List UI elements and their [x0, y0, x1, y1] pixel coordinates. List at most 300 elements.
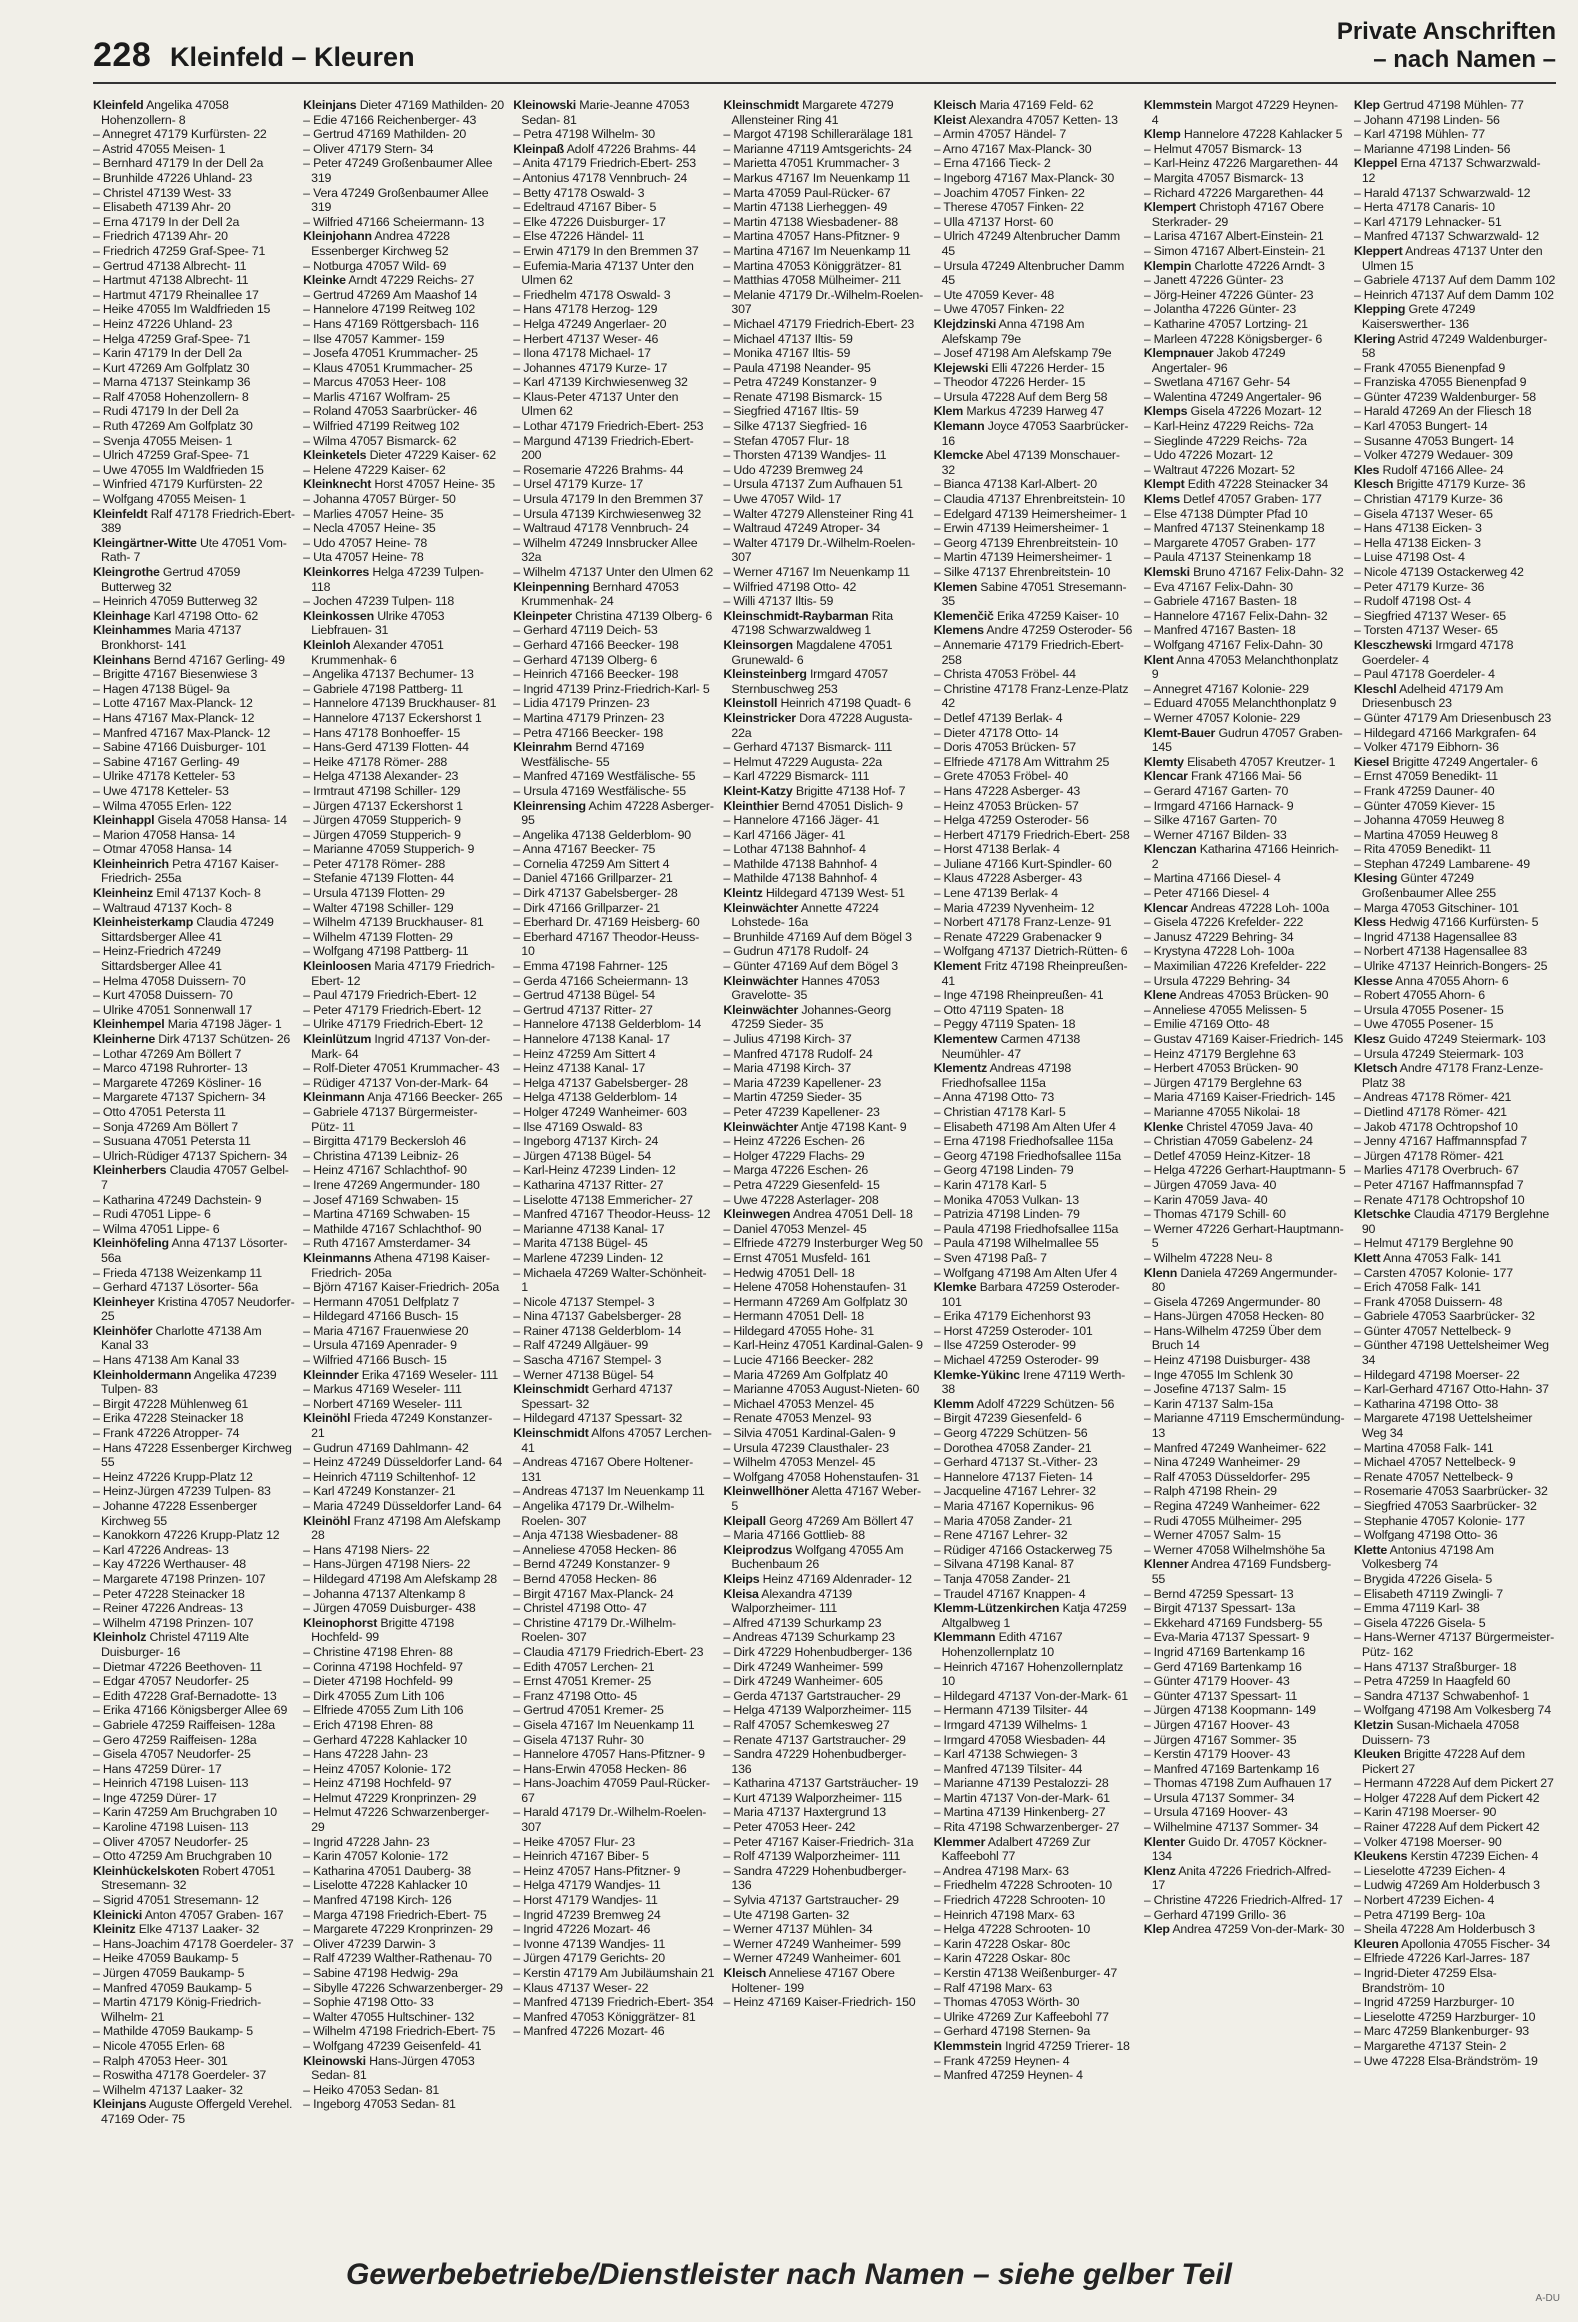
entry-details: – Jürgen 47059 Baukamp- 5	[93, 1966, 245, 1980]
directory-entry	[93, 1660, 295, 1675]
entry-details: – Karin 47179 In der Dell 2a	[93, 346, 242, 361]
directory-entry	[513, 302, 715, 317]
directory-entry	[1144, 1411, 1346, 1440]
directory-entry	[93, 915, 295, 944]
directory-entry	[1144, 1864, 1346, 1893]
entry-details: – Peter 47249 Großenbaumer Allee 319	[303, 156, 493, 185]
entry-details: – Uwe 47178 Ketteler- 53	[93, 783, 229, 798]
directory-entry	[934, 755, 1136, 770]
directory-entry	[1144, 594, 1346, 609]
entry-details: – Dietlind 47178 Römer- 421	[1353, 1104, 1507, 1119]
entry-details: Adolf 47226 Brahms- 44	[566, 141, 696, 156]
entry-details: – Ingeborg 47053 Sedan- 81	[303, 2097, 456, 2112]
entry-surname: Kleinjans	[93, 2097, 147, 2112]
directory-entry	[1144, 1076, 1346, 1091]
directory-entry	[93, 171, 295, 186]
entry-details: – Ralf 47053 Düsseldorfer- 295	[1143, 1469, 1310, 1484]
directory-entry	[1144, 886, 1346, 901]
entry-details: – Heike 47178 Römer- 288	[303, 754, 448, 769]
entry-details: – Friedhelm 47228 Schrooten- 10	[933, 1878, 1112, 1893]
entry-details: – Gisela 47226 Krefelder- 222	[1143, 915, 1304, 930]
entry-details: – Jürgen 47138 Bügel- 54	[513, 1148, 652, 1163]
entry-details: – Daniel 47166 Grillparzer- 21	[513, 871, 673, 886]
directory-entry	[1354, 1689, 1556, 1704]
directory-entry	[934, 1981, 1136, 1996]
entry-details: – Andreas 47167 Obere Holtener- 131	[513, 1455, 694, 1484]
entry-details: – Manfred 47137 Steinenkamp 18	[1143, 521, 1325, 536]
directory-entry	[513, 915, 715, 930]
directory-entry	[723, 1266, 925, 1281]
directory-entry	[513, 1236, 715, 1251]
name-range-heading: Kleinfeld – Kleuren	[170, 42, 415, 72]
directory-entry	[303, 1032, 505, 1061]
directory-entry	[513, 1572, 715, 1587]
directory-entry	[934, 390, 1136, 405]
directory-entry	[303, 2083, 505, 2098]
entry-details: – Michael 47053 Menzel- 45	[723, 1396, 874, 1411]
entry-details: – Sven 47198 Paß- 7	[933, 1250, 1047, 1265]
directory-entry	[93, 1470, 295, 1485]
directory-entry	[1144, 828, 1346, 843]
directory-entry	[1144, 244, 1346, 259]
entry-details: – Björn 47167 Kaiser-Friedrich- 205a	[303, 1280, 500, 1295]
directory-entry	[723, 361, 925, 376]
directory-entry	[723, 1645, 925, 1660]
entry-details: – Brunhilde 47169 Auf dem Bögel 3	[723, 929, 912, 944]
directory-entry	[1144, 1090, 1346, 1105]
entry-details: – Heinz 47249 Düsseldorfer Land- 64	[303, 1455, 503, 1470]
directory-entry	[513, 1207, 715, 1222]
entry-surname: Kleinkorres	[303, 565, 370, 579]
entry-details: – Hildegard 47137 Spessart- 32	[513, 1411, 683, 1426]
entry-details: – Hildegard 47198 Moerser- 22	[1353, 1367, 1520, 1382]
directory-entry	[303, 594, 505, 609]
entry-details: – Jolantha 47226 Günter- 23	[1143, 302, 1297, 317]
entry-details: – Christina 47139 Leibniz- 26	[303, 1148, 459, 1163]
entry-details: – Gertrud 47051 Kremer- 25	[513, 1703, 664, 1718]
directory-entry	[1144, 1134, 1346, 1149]
entry-details: – Erwin 47139 Heimersheimer- 1	[933, 521, 1109, 536]
directory-entry	[93, 419, 295, 434]
entry-surname: Klemm-Lützenkirchen	[933, 1601, 1060, 1616]
entry-details: – Nina 47137 Gabelsberger- 28	[513, 1309, 682, 1324]
entry-details: – Udo 47057 Heine- 78	[303, 535, 428, 550]
directory-entry	[93, 1207, 295, 1222]
entry-details: – Andrea 47198 Marx- 63	[933, 1863, 1069, 1878]
directory-entry	[723, 667, 925, 696]
directory-entry	[934, 1689, 1136, 1704]
directory-entry	[1354, 682, 1556, 711]
directory-entry	[1144, 799, 1346, 814]
directory-entry	[303, 711, 505, 726]
entry-details: – Christine 47226 Friedrich-Alfred- 17	[1143, 1893, 1343, 1908]
directory-entry	[934, 477, 1136, 492]
directory-entry	[1354, 2024, 1556, 2039]
entry-details: – Rüdiger 47166 Ostackerweg 75	[933, 1542, 1113, 1557]
entry-details: Irmgard 47057 Sternbuschweg 253	[731, 667, 888, 696]
entry-details: – Johanne 47228 Essenberger Kirchweg 55	[93, 1499, 258, 1528]
directory-entry	[303, 755, 505, 770]
directory-entry	[1354, 1441, 1556, 1456]
directory-entry	[934, 1893, 1136, 1908]
entry-details: Katharina 47166 Heinrich- 2	[1151, 842, 1339, 871]
entry-details: – Margita 47057 Bismarck- 13	[1143, 170, 1304, 185]
entry-details: – Irene 47269 Angermunder- 180	[303, 1177, 480, 1192]
entry-details: – Traudel 47167 Knappen- 4	[933, 1586, 1086, 1601]
entry-details: – Otmar 47058 Hansa- 14	[93, 842, 232, 857]
entry-details: Magdalene 47051 Grunewald- 6	[731, 637, 893, 667]
directory-entry	[934, 1908, 1136, 1923]
directory-entry	[93, 988, 295, 1003]
entry-surname: Kleinwächter	[723, 1002, 799, 1017]
entry-surname: Kleinhückelskoten	[93, 1863, 200, 1878]
entry-details: Karl 47198 Otto- 62	[153, 608, 259, 623]
entry-details: – Helga 47259 Graf-Spee- 71	[93, 331, 251, 346]
directory-entry	[1354, 842, 1556, 857]
entry-surname: Kleinfeld	[93, 98, 144, 112]
directory-entry	[93, 1689, 295, 1704]
directory-entry	[1144, 1820, 1346, 1835]
entry-details: – Birgit 47228 Mühlenweg 61	[93, 1396, 249, 1411]
directory-entry	[1144, 1251, 1346, 1266]
directory-entry	[513, 1645, 715, 1660]
directory-entry	[93, 594, 295, 609]
entry-details: Achim 47228 Asberger- 95	[521, 798, 714, 828]
entry-details: – Günter 47057 Nettelbeck- 9	[1353, 1323, 1511, 1338]
directory-entry	[934, 799, 1136, 814]
directory-entry	[1144, 1266, 1346, 1295]
entry-details: – Otto 47259 Am Bruchgraben 10	[93, 1849, 272, 1864]
entry-details: – Wilfried 47199 Reitweg 102	[303, 419, 460, 434]
entry-details: – Wolfgang 47198 Am Volkesberg 74	[1353, 1703, 1551, 1718]
directory-entry	[723, 1134, 925, 1149]
directory-entry	[1144, 1557, 1346, 1586]
directory-entry	[1144, 609, 1346, 624]
directory-entry	[303, 1849, 505, 1864]
directory-entry	[303, 1908, 505, 1923]
directory-entry	[303, 740, 505, 755]
directory-entry	[93, 1397, 295, 1412]
directory-entry	[934, 1426, 1136, 1441]
entry-details: – Siegfried 47053 Saarbrücker- 32	[1353, 1499, 1537, 1513]
entry-details: – Silvana 47198 Kanal- 87	[933, 1557, 1074, 1572]
directory-entry	[1144, 988, 1346, 1003]
entry-details: – Bernd 47249 Konstanzer- 9	[513, 1557, 670, 1572]
directory-entry	[513, 1762, 715, 1777]
directory-entry	[1354, 1266, 1556, 1281]
entry-details: – Antonius 47178 Vennbruch- 24	[513, 170, 688, 185]
entry-details: Bernd 47169 Westfälische- 55	[521, 740, 645, 769]
entry-details: Angelika 47058 Hohenzollern- 8	[101, 98, 229, 127]
entry-surname: Klempnauer	[1143, 346, 1214, 361]
directory-entry	[303, 1484, 505, 1499]
entry-details: – Hildegard 47055 Hohe- 31	[723, 1323, 874, 1338]
entry-details: – Wilhelm 47137 Laaker- 32	[93, 2082, 243, 2097]
directory-entry	[934, 2054, 1136, 2069]
entry-details: – Rita 47198 Schwarzenberger- 27	[933, 1820, 1120, 1835]
directory-entry	[1354, 857, 1556, 872]
directory-entry	[513, 974, 715, 989]
entry-details: – Eva 47167 Felix-Dahn- 30	[1143, 579, 1293, 594]
directory-entry	[723, 477, 925, 492]
entry-details: – Heinrich 47198 Marx- 63	[933, 1907, 1075, 1922]
directory-entry	[303, 1601, 505, 1616]
directory-entry	[513, 1966, 715, 1981]
entry-details: – Heinrich 47059 Butterweg 32	[93, 594, 258, 609]
entry-details: – Nina 47249 Wanheimer- 29	[1143, 1455, 1300, 1470]
directory-entry	[93, 842, 295, 857]
directory-entry	[93, 857, 295, 886]
entry-details: – Gerda 47166 Scheiermann- 13	[513, 973, 688, 988]
directory-entry	[934, 1776, 1136, 1791]
directory-entry	[1144, 974, 1346, 989]
entry-details: – Thomas 47179 Schill- 60	[1143, 1207, 1286, 1222]
directory-entry	[513, 156, 715, 171]
entry-details: Andrea 47051 Dell- 18	[792, 1207, 913, 1222]
directory-entry	[1354, 1411, 1556, 1440]
entry-details: – Sabine 47166 Duisburger- 101	[93, 740, 267, 755]
entry-details: – Hannelore 47137 Eckershorst 1	[303, 710, 482, 725]
entry-details: – Wolfgang 47198 Pattberg- 11	[303, 944, 469, 959]
entry-surname: Klemmstein	[933, 2038, 1002, 2053]
directory-entry	[723, 1163, 925, 1178]
directory-entry	[934, 711, 1136, 726]
entry-details: – Hedwig 47051 Dell- 18	[723, 1265, 855, 1280]
entry-surname: Klemmann	[933, 1630, 996, 1645]
entry-details: – Wilfried 47166 Busch- 15	[303, 1353, 447, 1368]
directory-entry	[1144, 1397, 1346, 1412]
directory-entry	[93, 1484, 295, 1499]
entry-details: – Marianne 47119 Amtsgerichts- 24	[723, 141, 912, 156]
directory-entry	[1144, 696, 1346, 711]
entry-details: – Kurt 47139 Walporzheimer- 115	[723, 1790, 902, 1805]
directory-entry	[513, 2024, 715, 2039]
directory-entry	[93, 2097, 295, 2126]
entry-surname: Klene	[1143, 988, 1177, 1003]
directory-entry	[93, 1441, 295, 1470]
entry-surname: Kleinmann	[303, 1090, 365, 1105]
entry-details: – Helma 47058 Duissern- 70	[93, 973, 246, 988]
entry-details: – Ruth 47269 Am Golfplatz 30	[93, 419, 253, 434]
directory-entry	[1144, 448, 1346, 463]
directory-entry	[934, 1878, 1136, 1893]
directory-entry	[303, 842, 505, 857]
entry-details: – Volker 47279 Wedauer- 309	[1353, 448, 1513, 463]
entry-details: – Walter 47279 Allensteiner Ring 41	[723, 506, 914, 521]
entry-details: – Marlies 47057 Heine- 35	[303, 506, 444, 521]
directory-entry	[1354, 1455, 1556, 1470]
entry-details: – Gertrud 47138 Albrecht- 11	[93, 258, 247, 273]
directory-entry	[1354, 1587, 1556, 1602]
directory-entry	[513, 1090, 715, 1105]
directory-entry	[1144, 1689, 1346, 1704]
entry-details: – Hannelore 47167 Felix-Dahn- 32	[1143, 608, 1328, 623]
entry-details: – Martina 47053 Königgrätzer- 81	[723, 258, 902, 273]
directory-entry	[723, 419, 925, 434]
entry-details: Rudolf 47166 Allee- 24	[1382, 462, 1504, 477]
directory-entry	[1144, 915, 1346, 930]
entry-details: – Franziska 47055 Bienenpfad 9	[1353, 375, 1527, 390]
directory-entry	[513, 332, 715, 347]
entry-surname: Kleinhage	[93, 608, 151, 623]
directory-entry	[1144, 404, 1346, 419]
entry-details: – Ursula 47249 Altenbrucher Damm 45	[933, 258, 1125, 288]
directory-entry	[934, 871, 1136, 886]
directory-entry	[723, 404, 925, 419]
entry-details: – Manfred 47167 Max-Planck- 12	[93, 725, 271, 740]
entry-details: – Margarete 47198 Uettelsheimer Weg 34	[1353, 1411, 1533, 1441]
entry-details: – Friedrich 47139 Ahr- 20	[93, 229, 228, 244]
entry-details: – Sylvia 47137 Gartstraucher- 29	[723, 1893, 899, 1908]
directory-entry	[513, 828, 715, 843]
entry-details: – Ursula 47137 Sommer- 34	[1143, 1790, 1295, 1805]
directory-entry	[93, 1776, 295, 1791]
directory-entry	[1144, 1645, 1346, 1660]
entry-surname: Kleinwellhöner	[723, 1484, 809, 1499]
directory-entry	[303, 1236, 505, 1251]
directory-entry	[513, 1587, 715, 1602]
entry-details: Gudrun 47057 Graben- 145	[1151, 725, 1343, 755]
entry-details: – Roland 47053 Saarbrücker- 46	[303, 404, 477, 419]
entry-surname: Kleuren	[1353, 1936, 1399, 1951]
directory-entry	[93, 1236, 295, 1265]
entry-details: – Rainer 47228 Auf dem Pickert 42	[1353, 1820, 1540, 1835]
entry-details: Gertrud 47059 Butterweg 32	[101, 565, 241, 594]
directory-entry	[1144, 1922, 1346, 1937]
entry-details: – Uwe 47057 Finken- 22	[933, 302, 1065, 317]
directory-entry	[1144, 229, 1346, 244]
directory-entry	[1354, 1937, 1556, 1952]
entry-details: – Kerstin 47138 Weißenburger- 47	[933, 1966, 1118, 1980]
directory-entry	[303, 769, 505, 784]
directory-entry	[1354, 1149, 1556, 1164]
entry-surname: Klemm	[933, 1396, 974, 1411]
entry-details: – Peter 47167 Haffmannspfad 7	[1353, 1177, 1524, 1192]
entry-surname: Klesing	[1353, 871, 1398, 886]
directory-entry	[934, 1499, 1136, 1514]
directory-entry	[1144, 1149, 1346, 1164]
directory-entry	[303, 1937, 505, 1952]
entry-details: Brigitte 47138 Hof- 7	[795, 783, 906, 798]
directory-entry	[723, 259, 925, 274]
directory-entry	[513, 1981, 715, 1996]
entry-surname: Kletsch	[1353, 1061, 1398, 1076]
directory-entry	[93, 1105, 295, 1120]
entry-details: – Norbert 47138 Hagensallee 83	[1353, 944, 1527, 959]
entry-surname: Kleinlützum	[303, 1032, 372, 1046]
entry-details: – Katharina 47137 Ritter- 27	[513, 1177, 664, 1192]
directory-entry	[303, 477, 505, 492]
directory-entry	[934, 1484, 1136, 1499]
directory-entry	[723, 98, 925, 127]
directory-entry	[303, 434, 505, 449]
directory-entry	[303, 1499, 505, 1514]
directory-entry	[1354, 1163, 1556, 1178]
entry-details: Hedwig 47166 Kurfürsten- 5	[1389, 915, 1539, 930]
entry-details: – Hans-Joachim 47178 Goerdeler- 37	[93, 1936, 294, 1951]
directory-entry	[723, 1368, 925, 1383]
entry-details: – Siegfried 47137 Weser- 65	[1353, 608, 1506, 623]
directory-entry	[723, 1893, 925, 1908]
directory-entry	[934, 1411, 1136, 1426]
entry-details: – Ludwig 47269 Am Holderbusch 3	[1353, 1878, 1540, 1893]
entry-details: – Helga 47138 Alexander- 23	[303, 769, 459, 784]
entry-details: – Margund 47139 Friedrich-Ebert- 200	[513, 433, 694, 463]
directory-entry	[93, 1937, 295, 1952]
directory-entry	[1354, 215, 1556, 230]
directory-entry	[1354, 1878, 1556, 1893]
directory-entry	[303, 1309, 505, 1324]
directory-entry	[513, 799, 715, 828]
entry-surname: Klencar	[1143, 900, 1188, 915]
directory-entry	[513, 1674, 715, 1689]
entry-details: – Vera 47249 Großenbaumer Allee 319	[303, 185, 489, 215]
entry-details: – Markus 47167 Im Neuenkamp 11	[723, 170, 911, 185]
directory-entry	[93, 784, 295, 799]
directory-entry	[934, 1178, 1136, 1193]
directory-entry	[93, 1003, 295, 1018]
entry-details: – Ursula 47239 Clausthaler- 23	[723, 1440, 889, 1455]
directory-entry	[723, 930, 925, 945]
directory-entry	[1144, 1441, 1346, 1456]
entry-surname: Kleiprodzus	[723, 1542, 793, 1557]
entry-details: – Juliane 47166 Kurt-Spindler- 60	[933, 856, 1112, 871]
directory-entry	[1354, 419, 1556, 434]
entry-details: – Heinz 47179 Berglehne 63	[1143, 1046, 1296, 1061]
entry-details: Heinz 47169 Aldenrader- 12	[762, 1571, 912, 1586]
directory-entry	[934, 1572, 1136, 1587]
directory-entry	[513, 1995, 715, 2010]
entry-details: – Karin 47137 Salm-15a	[1143, 1396, 1273, 1411]
directory-entry	[303, 1076, 505, 1091]
directory-entry	[303, 930, 505, 945]
directory-entry	[303, 1061, 505, 1076]
directory-entry	[513, 740, 715, 769]
directory-entry	[723, 580, 925, 595]
entry-details: Andrea 47259 Von-der-Mark- 30	[1172, 1922, 1345, 1937]
directory-entry	[1354, 492, 1556, 507]
directory-entry	[93, 974, 295, 989]
directory-entry	[934, 448, 1136, 477]
entry-details: – Gerard 47167 Garten- 70	[1143, 783, 1289, 798]
entry-details: – Gerhard 47137 St.-Vither- 23	[933, 1455, 1098, 1470]
entry-details: – Herbert 47137 Weser- 46	[513, 331, 659, 346]
directory-entry	[723, 1061, 925, 1076]
directory-entry	[934, 813, 1136, 828]
entry-details: – Peter 47166 Diesel- 4	[1143, 886, 1270, 901]
entry-details: – Hermann 47269 Am Golfplatz 30	[723, 1294, 908, 1309]
entry-details: – Hildegard 47137 Von-der-Mark- 61	[933, 1688, 1128, 1703]
directory-entry	[303, 1762, 505, 1777]
directory-entry	[934, 1835, 1136, 1864]
directory-entry	[513, 1309, 715, 1324]
directory-entry	[934, 1134, 1136, 1149]
directory-entry	[1354, 1090, 1556, 1105]
entry-details: – Anna 47198 Otto- 73	[933, 1090, 1055, 1105]
directory-entry	[93, 448, 295, 463]
entry-details: – Rainer 47138 Gelderblom- 14	[513, 1323, 682, 1338]
directory-entry	[1144, 536, 1346, 551]
directory-entry	[513, 711, 715, 726]
entry-details: – Marianne 47139 Pestalozzi- 28	[933, 1776, 1109, 1791]
directory-entry	[723, 842, 925, 857]
entry-details: – Anna 47167 Beecker- 75	[513, 842, 656, 857]
entry-details: – Gerda 47137 Gartstraucher- 29	[723, 1688, 901, 1703]
entry-details: Auguste Offergeld Verehel. 47169 Oder- 75	[101, 2097, 293, 2126]
directory-entry	[723, 609, 925, 638]
entry-details: – Emma 47198 Fahrner- 125	[513, 959, 668, 974]
entry-details: Christoph 47167 Obere Sterkrader- 29	[1151, 200, 1324, 229]
